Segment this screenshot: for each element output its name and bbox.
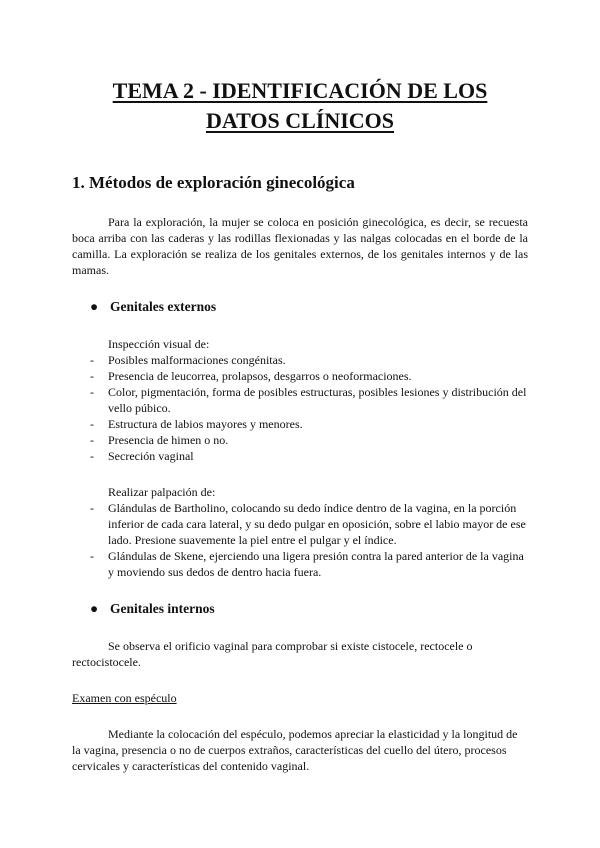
document-title bbox=[72, 0, 528, 136]
bullet-icon: ● bbox=[90, 299, 99, 314]
dash-icon: - bbox=[90, 433, 94, 447]
dash-icon: - bbox=[90, 369, 94, 383]
dash-icon: - bbox=[90, 417, 94, 431]
list-item-text: Posibles malformaciones congénitas. bbox=[108, 353, 286, 367]
list-item bbox=[72, 448, 528, 464]
bullet-heading-internal bbox=[72, 600, 528, 618]
inspection-list bbox=[72, 352, 528, 464]
list-item bbox=[72, 500, 528, 548]
bullet-heading-text: Genitales internos bbox=[110, 601, 215, 616]
speculum-subheading: Examen con espéculo bbox=[72, 691, 177, 705]
speculum-paragraph: Mediante la colocación del espéculo, podemos apreciar la elasticidad y la longitud de la vagina, presencia o no de cuerpos extraños, características del cuello del útero, procesos cervicales y características del contenido vaginal. bbox=[72, 727, 518, 773]
inspection-intro: Inspección visual de: bbox=[108, 337, 210, 351]
title-line-1: TEMA 2 - IDENTIFICACIÓN DE LOS bbox=[112, 78, 488, 103]
internal-paragraph: Se observa el orificio vaginal para comprobar si existe cistocele, rectocele o rectocistocele. bbox=[72, 639, 473, 669]
list-item bbox=[72, 384, 528, 416]
list-item-text: Presencia de himen o no. bbox=[108, 433, 229, 447]
bullet-heading-text: Genitales externos bbox=[110, 299, 217, 314]
bullet-icon: ● bbox=[90, 601, 99, 616]
dash-icon: - bbox=[90, 501, 94, 515]
list-item-text: Glándulas de Bartholino, colocando su dedo índice dentro de la vagina, en la porción inferior de cada cara lateral, y su dedo pulgar en oposición, sobre el labio mayor de ese lado. Presione suavemente la piel entre el pulgar y el índice. bbox=[108, 501, 526, 547]
list-item bbox=[72, 416, 528, 432]
list-item-text: Glándulas de Skene, ejerciendo una ligera presión contra la pared anterior de la vagina y moviendo sus dedos de dentro hacia fuera. bbox=[108, 549, 524, 579]
list-item-text: Presencia de leucorrea, prolapsos, desgarros o neoformaciones. bbox=[108, 369, 412, 383]
bullet-heading-external bbox=[72, 298, 528, 316]
palpation-intro: Realizar palpación de: bbox=[108, 485, 216, 499]
palpation-list bbox=[72, 500, 528, 580]
list-item-text: Color, pigmentación, forma de posibles estructuras, posibles lesiones y distribución del vello púbico. bbox=[108, 385, 527, 415]
list-item bbox=[72, 352, 528, 368]
section-intro-paragraph: Para la exploración, la mujer se coloca en posición ginecológica, es decir, se recuesta boca arriba con las caderas y las rodillas flexionadas y las nalgas colocadas en el borde de la camilla. La exploración se realiza de los genitales externos, de los genitales internos y de las mamas. bbox=[72, 215, 528, 277]
list-item bbox=[72, 432, 528, 448]
dash-icon: - bbox=[90, 549, 94, 563]
section-heading-exploration: 1. Métodos de exploración ginecológica bbox=[72, 173, 355, 192]
list-item bbox=[72, 548, 528, 580]
list-item bbox=[72, 368, 528, 384]
list-item-text: Estructura de labios mayores y menores. bbox=[108, 417, 303, 431]
list-item-text: Secreción vaginal bbox=[108, 449, 194, 463]
dash-icon: - bbox=[90, 449, 94, 463]
title-line-2: DATOS CLÍNICOS bbox=[205, 108, 395, 133]
dash-icon: - bbox=[90, 353, 94, 367]
dash-icon: - bbox=[90, 385, 94, 399]
